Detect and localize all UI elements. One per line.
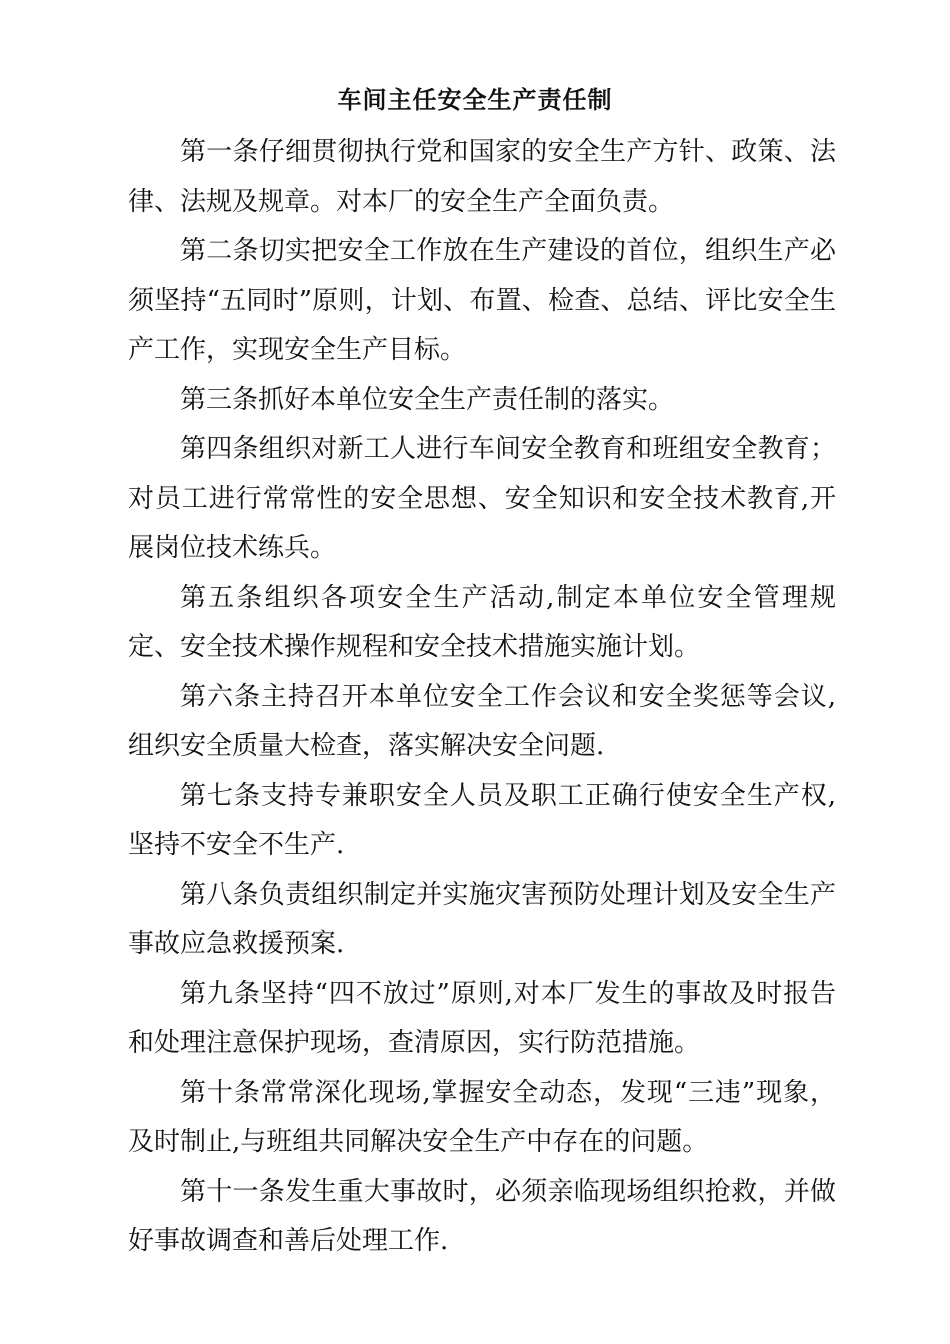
document-body [128, 128, 836, 1267]
article-2: 第二条切实把安全工作放在生产建设的首位，组织生产必须坚持“五同时”原则，计划、布置、检查、总结、评比安全生产工作，实现安全生产目标。 [128, 236, 836, 365]
article-4: 第四条组织对新工人进行车间安全教育和班组安全教育；对员工进行常常性的安全思想、安全知识和安全技术教育,开展岗位技术练兵。 [128, 434, 836, 563]
article-5: 第五条组织各项安全生产活动,制定本单位安全管理规定、安全技术操作规程和安全技术措施实施计划。 [128, 582, 836, 662]
article-9: 第九条坚持“四不放过”原则,对本厂发生的事故及时报告和处理注意保护现场，查清原因，实行防范措施。 [128, 978, 836, 1058]
article-7: 第七条支持专兼职安全人员及职工正确行使安全生产权,坚持不安全不生产. [128, 780, 836, 860]
article-11: 第十一条发生重大事故时，必须亲临现场组织抢救，并做好事故调查和善后处理工作. [128, 1176, 836, 1256]
article-6: 第六条主持召开本单位安全工作会议和安全奖惩等会议,组织安全质量大检查，落实解决安全问题. [128, 681, 836, 761]
article-1: 第一条仔细贯彻执行党和国家的安全生产方针、政策、法律、法规及规章。对本厂的安全生产全面负责。 [128, 137, 836, 217]
article-10: 第十条常常深化现场,掌握安全动态，发现“三违”现象，及时制止,与班组共同解决安全生产中存在的问题。 [128, 1077, 836, 1157]
document-title: 车间主任安全生产责任制 [337, 85, 613, 114]
article-8: 第八条负责组织制定并实施灾害预防处理计划及安全生产事故应急救援预案. [128, 879, 836, 959]
article-3: 第三条抓好本单位安全生产责任制的落实。 [180, 384, 675, 415]
